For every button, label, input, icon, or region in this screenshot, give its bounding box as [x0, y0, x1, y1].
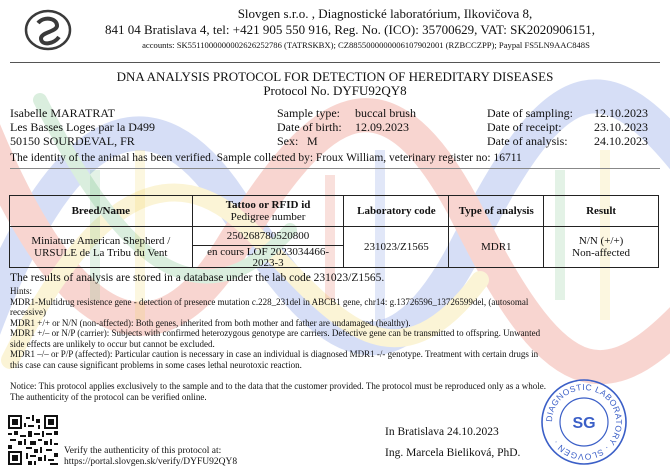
pedigree-line2: 2023-3: [252, 257, 284, 269]
sex-label: Sex:: [277, 134, 299, 148]
place-date: In Bratislava 24.10.2023: [385, 426, 499, 438]
hint-affected: MDR1 –/– or P/P (affected): Particular caution is necessary in case an individual is diagnosed MDR1 -/- genotype. Treatment with certain drugs in: [10, 349, 539, 359]
table-row: [10, 227, 659, 268]
document-title: [20, 70, 650, 98]
hint-affected-cont: this case can cause significant problems in some cases lethal neurotoxic reaction.: [10, 359, 302, 370]
cell-analysis-type: MDR1: [449, 227, 544, 268]
sample-type-value: buccal brush: [355, 106, 416, 120]
cell-lab-code: 231023/Z1565: [344, 227, 449, 268]
owner-street: Les Basses Loges par la D499: [10, 120, 155, 134]
sample-type-label: Sample type:: [277, 106, 340, 120]
birth-date-value: 12.09.2023: [355, 120, 409, 134]
header-accounts-line: accounts: SK5511000000002626252786 (TATRSKBX); CZ8855000000006107902001 (RZBCCZPP); Paypal FS5LN9AAC848S: [142, 40, 590, 50]
identity-note: The identity of the animal has been verified. Sample collected by: Froux William, veterinary register no: 16711: [10, 152, 522, 164]
hints-section: [10, 286, 662, 370]
breed-value: Miniature American Shepherd /: [31, 235, 171, 247]
owner-name: Isabelle MARATRAT: [10, 106, 115, 120]
signer-name: Ing. Marcela Bieliková, PhD.: [385, 447, 521, 459]
hint-non-affected: MDR1 +/+ or N/N (non-affected): Both genes, inherited from both mother and father are undamaged (healthy).: [10, 317, 411, 328]
header-address-line: 841 04 Bratislava 4, tel: +421 905 550 916, Reg. No. (ICO): 35700629, VAT: SK2020906151,: [104, 22, 596, 37]
hint-mdr1-gene: MDR1-Multidrug resistence gene - detection of presence mutation c.228_231del in ABCB1 gene, chr14: g.13726596_13726599del, (autosomal: [10, 296, 529, 307]
hint-carrier: MDR1 +/– or N/P (carrier): Subjects with confirmed heterozygous genotype are carriers. Defective gene can be transmitted to offspring. Unwanted: [10, 328, 541, 338]
owner-city: 50150 SOURDEVAL, FR: [10, 134, 135, 148]
analysis-date-value: 24.10.2023: [594, 134, 648, 148]
slovgen-logo: [24, 8, 72, 52]
col-analysis-type: Type of analysis: [449, 196, 544, 227]
stamp-ring-text: DIAGNOSTIC LABORATORY · SLOVGEN ·: [543, 381, 625, 463]
col-lab-code: Laboratory code: [344, 196, 449, 227]
birth-date-label: Date of birth:: [277, 120, 342, 134]
sampling-date-label: Date of sampling:: [487, 106, 573, 120]
pedigree-line1: en cours LOF 2023034466-: [207, 246, 329, 258]
sampling-date-value: 12.10.2023: [594, 106, 648, 120]
cell-result: [544, 227, 659, 268]
receipt-date-value: 23.10.2023: [594, 120, 648, 134]
receipt-date-label: Date of receipt:: [487, 120, 562, 134]
sex-value: M: [307, 134, 318, 148]
cell-breed-name: [10, 227, 193, 268]
col-tattoo-label: Tattoo or RFID id: [225, 199, 311, 211]
table-header-row: [10, 196, 659, 227]
title-main: DNA ANALYSIS PROTOCOL FOR DETECTION OF HEREDITARY DISEASES: [116, 69, 554, 84]
rfid-value: 250268780520800: [226, 230, 310, 242]
header-divider: [10, 62, 660, 63]
notice-line1: Notice: This protocol applies exclusively to the sample and to the data that the customer provided. The protocol must be reproduced only as a whole.: [10, 381, 547, 391]
result-status: Non-affected: [572, 247, 630, 259]
hint-carrier-cont: side effects are unlikely to occur but cannot be excluded.: [10, 338, 215, 349]
dog-name-value: URSULE de La Tribu du Vent: [34, 247, 168, 259]
result-genotype: N/N (+/+): [578, 235, 624, 247]
pedigree-value: [193, 245, 344, 267]
header-company-line: Slovgen s.r.o. , Diagnostické laboratórium, Ilkovičova 8,: [237, 6, 533, 21]
analysis-date-label: Date of analysis:: [487, 134, 568, 148]
protocol-number: Protocol No. DYFU92QY8: [263, 83, 407, 98]
hints-label: Hints:: [10, 286, 33, 296]
cell-rfid-pedigree: [192, 227, 344, 268]
qr-code[interactable]: [8, 415, 58, 465]
hint-mdr1-gene-cont: recessive): [10, 307, 46, 317]
info-divider: [10, 168, 660, 169]
database-note: The results of analysis are stored in a database under the lab code 231023/Z1565.: [10, 272, 385, 284]
results-table: [9, 195, 659, 268]
notice-line2: The authenticity of the protocol can be verified online.: [10, 391, 207, 402]
laboratory-stamp: [540, 378, 628, 466]
verify-link[interactable]: https://portal.slovgen.sk/verify/DYFU92QY8: [64, 457, 238, 467]
stamp-center-text: SG: [572, 415, 596, 432]
col-tattoo-pedigree: [192, 196, 344, 227]
col-breed-name: Breed/Name: [10, 196, 193, 227]
col-pedigree-label: Pedigree number: [230, 211, 306, 223]
col-result: Result: [544, 196, 659, 227]
verify-text: Verify the authenticity of this protocol at:: [64, 446, 222, 456]
